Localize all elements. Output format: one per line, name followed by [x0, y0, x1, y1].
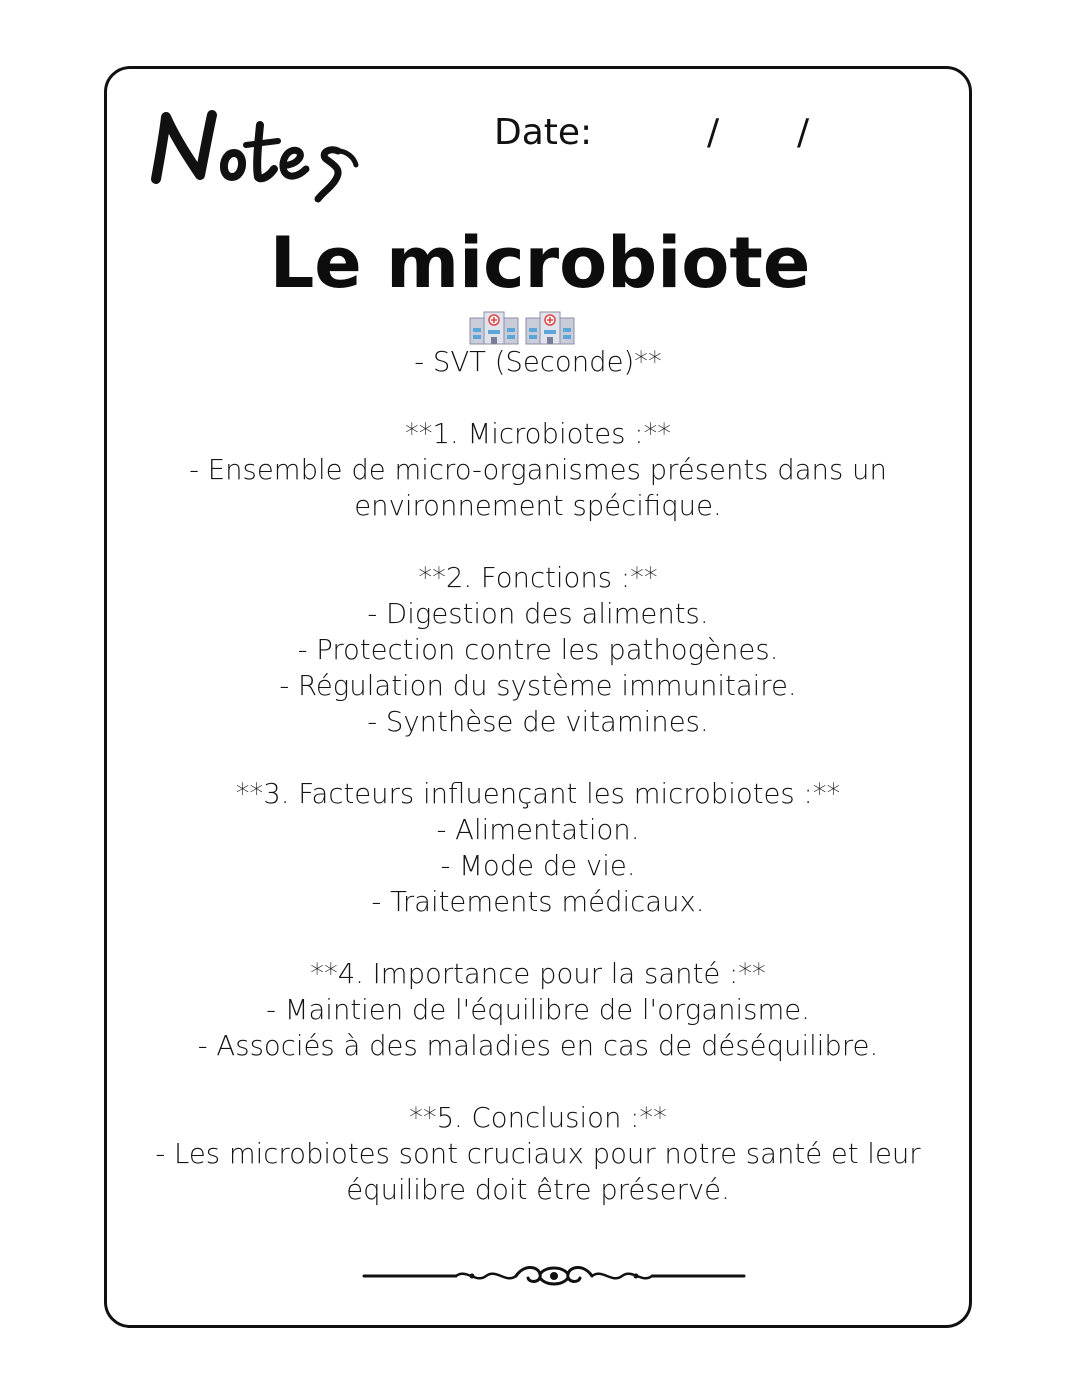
- blank-line: [110, 740, 966, 776]
- hospital-icon-row: [468, 308, 580, 346]
- section-heading: **4. Importance pour la santé :**: [310, 958, 766, 990]
- section-heading: **3. Facteurs influençant les microbiotes :**: [235, 778, 841, 810]
- blank-line: [110, 524, 966, 560]
- note-line: - Associés à des maladies en cas de déséquilibre.: [197, 1030, 879, 1062]
- note-line: - Les microbiotes sont cruciaux pour notre santé et leur: [155, 1138, 921, 1170]
- blank-line: [110, 920, 966, 956]
- blank-line: [110, 380, 966, 416]
- section-heading: **5. Conclusion :**: [409, 1102, 667, 1134]
- date-separator: /: [797, 112, 810, 153]
- note-line: - Mode de vie.: [440, 850, 636, 882]
- note-line: - Alimentation.: [436, 814, 640, 846]
- note-line: - SVT (Seconde)**: [414, 346, 662, 378]
- note-line: - Traitements médicaux.: [371, 886, 705, 918]
- note-line: - Ensemble de micro-organismes présents dans un: [189, 454, 887, 486]
- note-line: - Protection contre les pathogènes.: [297, 634, 779, 666]
- notes-content: [110, 344, 966, 1208]
- ornamental-divider-icon: [360, 1258, 748, 1294]
- note-line: équilibre doit être préservé.: [346, 1174, 730, 1206]
- notes-logo: [142, 95, 377, 205]
- section-heading: **2. Fonctions :**: [418, 562, 658, 594]
- note-line: - Régulation du système immunitaire.: [279, 670, 797, 702]
- blank-line: [110, 1064, 966, 1100]
- hospital-icon: [526, 312, 574, 344]
- note-line: - Synthèse de vitamines.: [367, 706, 709, 738]
- date-separator: /: [707, 112, 720, 153]
- page-title: Le microbiote: [269, 222, 811, 304]
- date-label: Date:: [494, 112, 593, 153]
- note-line: environnement spécifique.: [354, 490, 722, 522]
- section-heading: **1. Microbiotes :**: [405, 418, 671, 450]
- hospital-icon: [470, 312, 518, 344]
- note-line: - Digestion des aliments.: [367, 598, 709, 630]
- note-line: - Maintien de l'équilibre de l'organisme.: [266, 994, 810, 1026]
